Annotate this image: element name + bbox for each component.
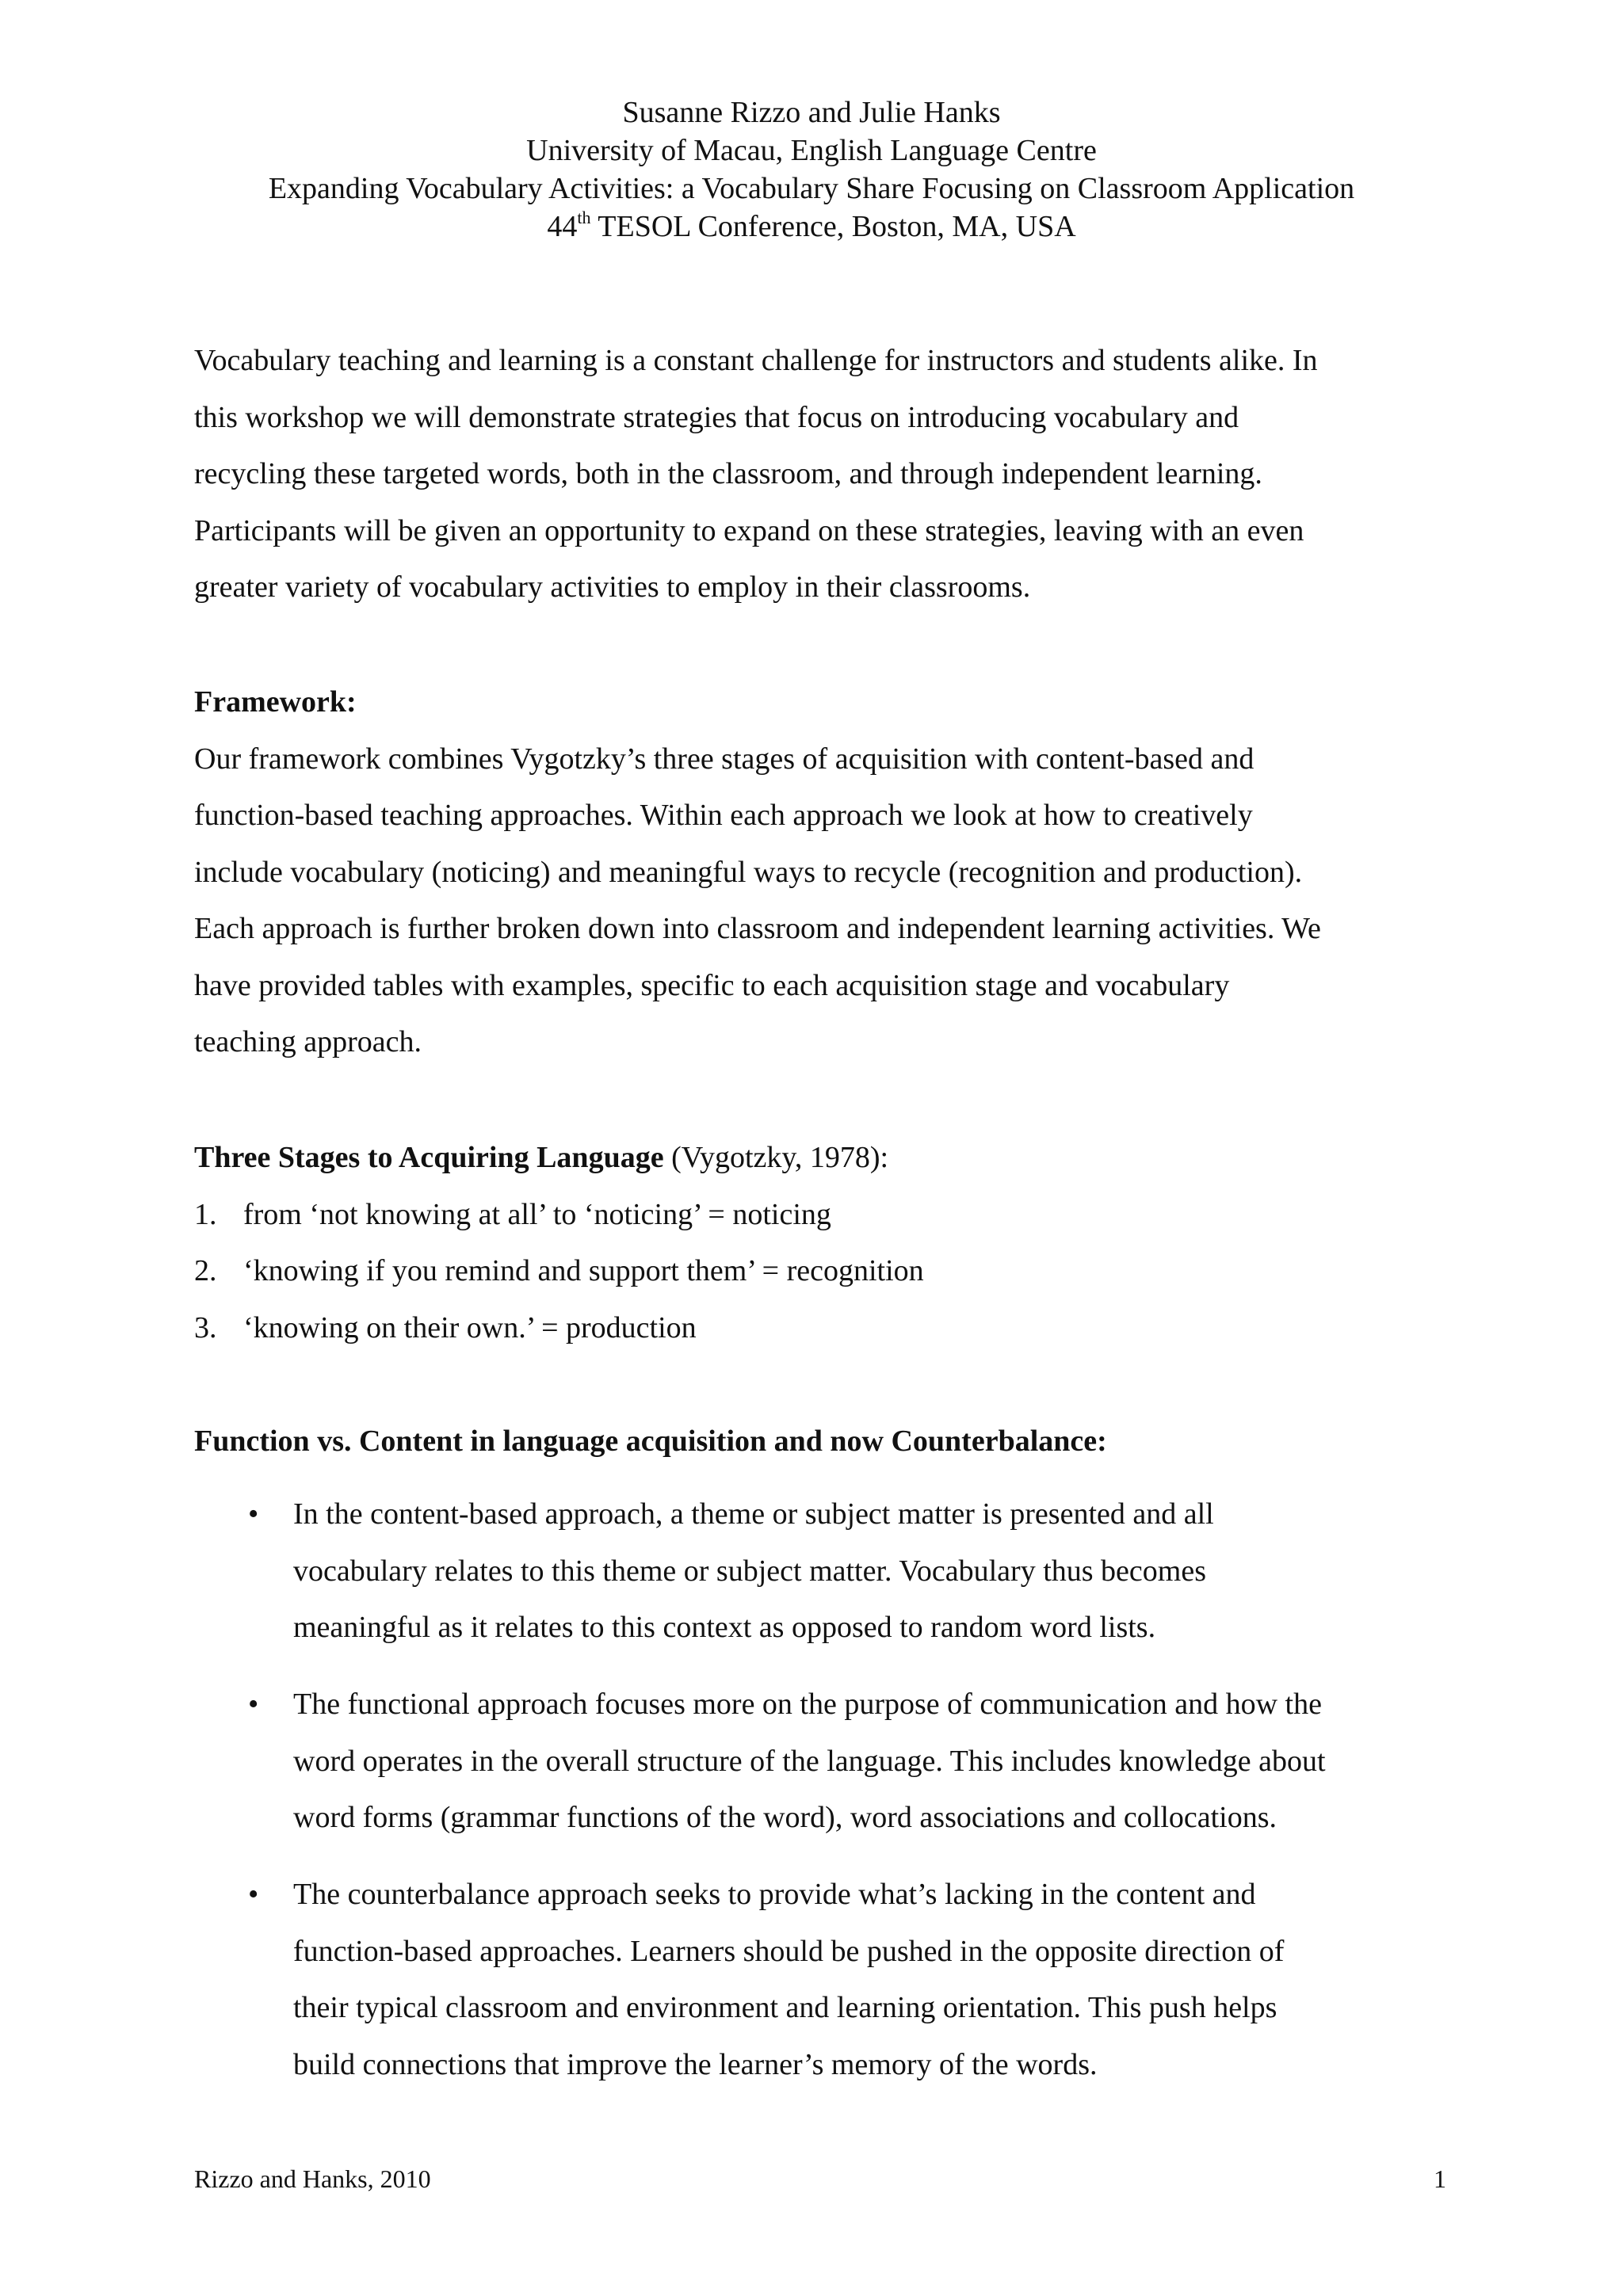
- list-item-number: 3.: [194, 1310, 217, 1344]
- framework-line: Our framework combines Vygotzky’s three stages of acquisition with content-based and: [194, 742, 1254, 776]
- bullet-item: [194, 1867, 1446, 2093]
- list-item-number: 1.: [194, 1197, 217, 1231]
- bullet-line: The counterbalance approach seeks to provide what’s lacking in the content and: [293, 1878, 1256, 1911]
- stages-heading-citation: (Vygotzky, 1978):: [663, 1141, 889, 1174]
- conference-details: TESOL Conference, Boston, MA, USA: [590, 210, 1076, 243]
- bullet-item: [194, 1486, 1446, 1657]
- framework-line: Each approach is further broken down into classroom and independent learning activities. We: [194, 912, 1321, 945]
- bullet-line: build connections that improve the learner’s memory of the words.: [293, 2047, 1098, 2081]
- header-authors: Susanne Rizzo and Julie Hanks: [622, 96, 1001, 129]
- framework-line: teaching approach.: [194, 1025, 422, 1058]
- intro-line: this workshop we will demonstrate strategies that focus on introducing vocabulary and: [194, 400, 1239, 434]
- approaches-bullets: [194, 1867, 1446, 2093]
- intro-line: greater variety of vocabulary activities to employ in their classrooms.: [194, 570, 1031, 604]
- intro-line: recycling these targeted words, both in the classroom, and through independent learning.: [194, 457, 1262, 490]
- framework-line: include vocabulary (noticing) and meaningful ways to recycle (recognition and production).: [194, 855, 1303, 889]
- stages-heading-bold: Three Stages to Acquiring Language: [194, 1141, 664, 1174]
- bullet-line: word forms (grammar functions of the word), word associations and collocations.: [293, 1801, 1277, 1834]
- list-item: [194, 1243, 1446, 1300]
- page-number: 1: [1434, 2164, 1446, 2193]
- intro-paragraph: [194, 333, 1446, 616]
- bullet-line: word operates in the overall structure of the language. This includes knowledge about: [293, 1744, 1326, 1778]
- approaches-bullets: [194, 1486, 1446, 1657]
- bullet-icon: •: [248, 1497, 259, 1531]
- approaches-bullets: [194, 1676, 1446, 1847]
- bullet-line: The functional approach focuses more on the purpose of communication and how the: [293, 1688, 1322, 1721]
- bullet-icon: •: [248, 1688, 259, 1721]
- list-item-text: from ‘not knowing at all’ to ‘noticing’ = noticing: [243, 1197, 831, 1231]
- intro-line: Participants will be given an opportunity to expand on these strategies, leaving with an even: [194, 513, 1304, 547]
- stages-list: [194, 1187, 1446, 1357]
- bullet-icon: •: [248, 1878, 259, 1911]
- approaches-heading: Function vs. Content in language acquisition and now Counterbalance:: [194, 1425, 1107, 1458]
- bullet-line: meaningful as it relates to this context as opposed to random word lists.: [293, 1611, 1156, 1644]
- bullet-line: function-based approaches. Learners should be pushed in the opposite direction of: [293, 1934, 1285, 1968]
- list-item-number: 2.: [194, 1254, 217, 1287]
- bullet-line: In the content-based approach, a theme or subject matter is presented and all: [293, 1497, 1214, 1531]
- intro-line: Vocabulary teaching and learning is a constant challenge for instructors and students alike. In: [194, 344, 1318, 377]
- stages-heading: [194, 1130, 1446, 1187]
- stages-section: [194, 1130, 1446, 1356]
- footer-citation: Rizzo and Hanks, 2010: [194, 2164, 431, 2193]
- list-item: [194, 1187, 1446, 1244]
- bullet-line: their typical classroom and environment and learning orientation. This push helps: [293, 1991, 1277, 2024]
- header-conference: [0, 208, 1623, 250]
- bullet-line: vocabulary relates to this theme or subject matter. Vocabulary thus becomes: [293, 1554, 1206, 1588]
- document-header: [0, 93, 1623, 250]
- framework-section: [194, 674, 1446, 1071]
- conference-suffix: th: [577, 208, 591, 227]
- list-item-text: ‘knowing if you remind and support them’ = recognition: [243, 1254, 924, 1287]
- bullet-item: [194, 1676, 1446, 1847]
- framework-heading: Framework:: [194, 685, 357, 719]
- framework-line: have provided tables with examples, specific to each acquisition stage and vocabulary: [194, 968, 1230, 1002]
- list-item-text: ‘knowing on their own.’ = production: [243, 1310, 697, 1344]
- list-item: [194, 1300, 1446, 1357]
- approaches-section: [194, 1413, 1446, 1470]
- header-affiliation: University of Macau, English Language Centre: [526, 134, 1097, 167]
- framework-line: function-based teaching approaches. Within each approach we look at how to creatively: [194, 799, 1253, 832]
- conference-number: 44: [547, 210, 578, 243]
- header-title: Expanding Vocabulary Activities: a Vocabulary Share Focusing on Classroom Application: [268, 172, 1355, 205]
